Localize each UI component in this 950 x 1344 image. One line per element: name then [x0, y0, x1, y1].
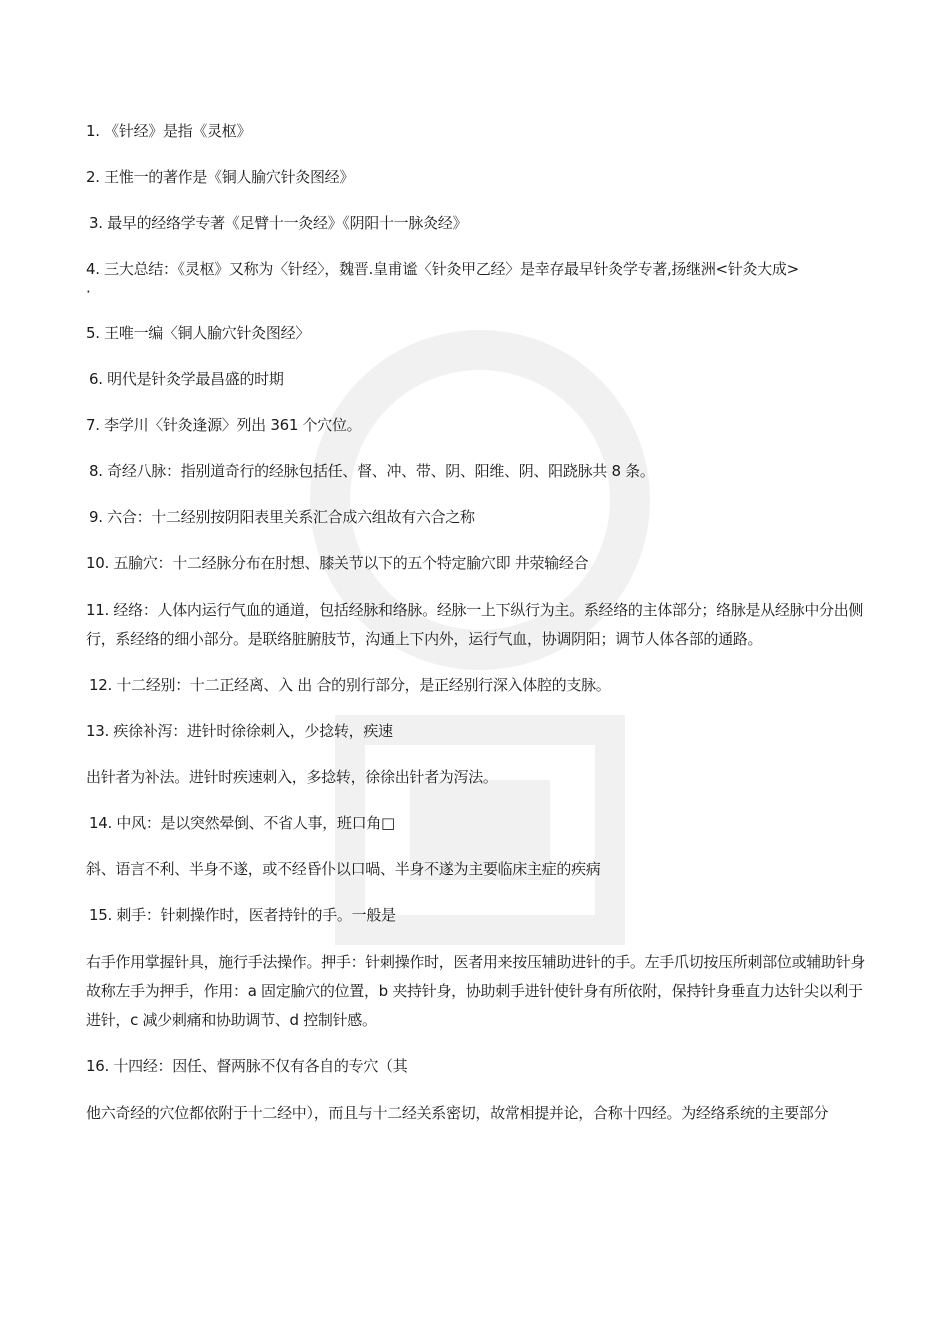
- note-item-13-cont: 出针者为补法。进针时疾速刺入，多捻转，徐徐出针者为泻法。: [86, 768, 498, 786]
- note-item-12: 12. 十二经别：十二正经离、入 出 合的别行部分，是正经别行深入体腔的支脉。: [89, 676, 611, 694]
- note-item-9: 9. 六合：十二经别按阴阳表里关系汇合成六组故有六合之称: [89, 508, 475, 526]
- notes-list: [86, 118, 872, 1128]
- note-item-4: 4. 三大总结：《灵枢》又称为〈针经〉，魏晋.皇甫谧〈针灸甲乙经〉是幸存最早针灸学专著,扬继洲<针灸大成>: [86, 260, 799, 278]
- note-item-15-cont: 右手作用掌握针具，施行手法操作。押手：针刺操作时，医者用来按压辅助进针的手。左手爪切按压所刺部位或辅助针身故称左手为押手，作用：a 固定腧穴的位置，b 夹持针身，协助刺手进针使针身有所依附，保持针身垂直力达针尖以利于进针，c 减少刺痛和协助调节、d 控制针感。: [86, 953, 866, 1029]
- note-item-10: 10. 五腧穴：十二经脉分布在肘想、膝关节以下的五个特定腧穴即 井荥输经合: [86, 554, 589, 572]
- note-item-11: 11. 经络：人体内运行气血的通道，包括经脉和络脉。经脉一上下纵行为主。系经络的主体部分；络脉是从经脉中分出侧行，系经络的细小部分。是联络脏腑肢节，沟通上下内外，运行气血，协调阴阳；调节人体各部的通路。: [86, 601, 864, 648]
- note-item-2: 2. 王惟一的著作是《铜人腧穴针灸图经》: [86, 168, 355, 186]
- note-item-5: 5. 王唯一编〈铜人腧穴针灸图经〉: [86, 324, 310, 342]
- note-item-16: 16. 十四经：因任、督两脉不仅有各自的专穴（其: [86, 1057, 408, 1075]
- note-item-4-dot: ·: [86, 283, 91, 301]
- note-item-16-cont: 他六奇经的穴位都依附于十二经中），而且与十二经关系密切，故常相提并论，合称十四经。为经络系统的主要部分: [86, 1104, 829, 1122]
- note-item-1: 1. 《针经》是指《灵枢》: [86, 122, 252, 140]
- note-item-3: 3. 最早的经络学专著《足臂十一灸经》《阴阳十一脉灸经》: [89, 214, 468, 232]
- note-item-6: 6. 明代是针灸学最昌盛的时期: [89, 370, 284, 388]
- note-item-7: 7. 李学川〈针灸逢源〉列出 361 个穴位。: [86, 416, 362, 434]
- note-item-13: 13. 疾徐补泻：进针时徐徐刺入，少捻转，疾速: [86, 722, 393, 740]
- note-item-8: 8. 奇经八脉：指别道奇行的经脉包括任、督、冲、带、阴、阳维、阴、阳跷脉共 8 条。: [89, 462, 655, 480]
- note-item-15: 15. 刺手：针刺操作时，医者持针的手。一般是: [89, 906, 396, 924]
- note-item-14-cont: 斜、语言不利、半身不遂，或不经昏仆以口喎、半身不遂为主要临床主症的疾病: [86, 860, 601, 878]
- note-item-14: 14. 中风：是以突然晕倒、不省人事，班口角□: [89, 814, 395, 832]
